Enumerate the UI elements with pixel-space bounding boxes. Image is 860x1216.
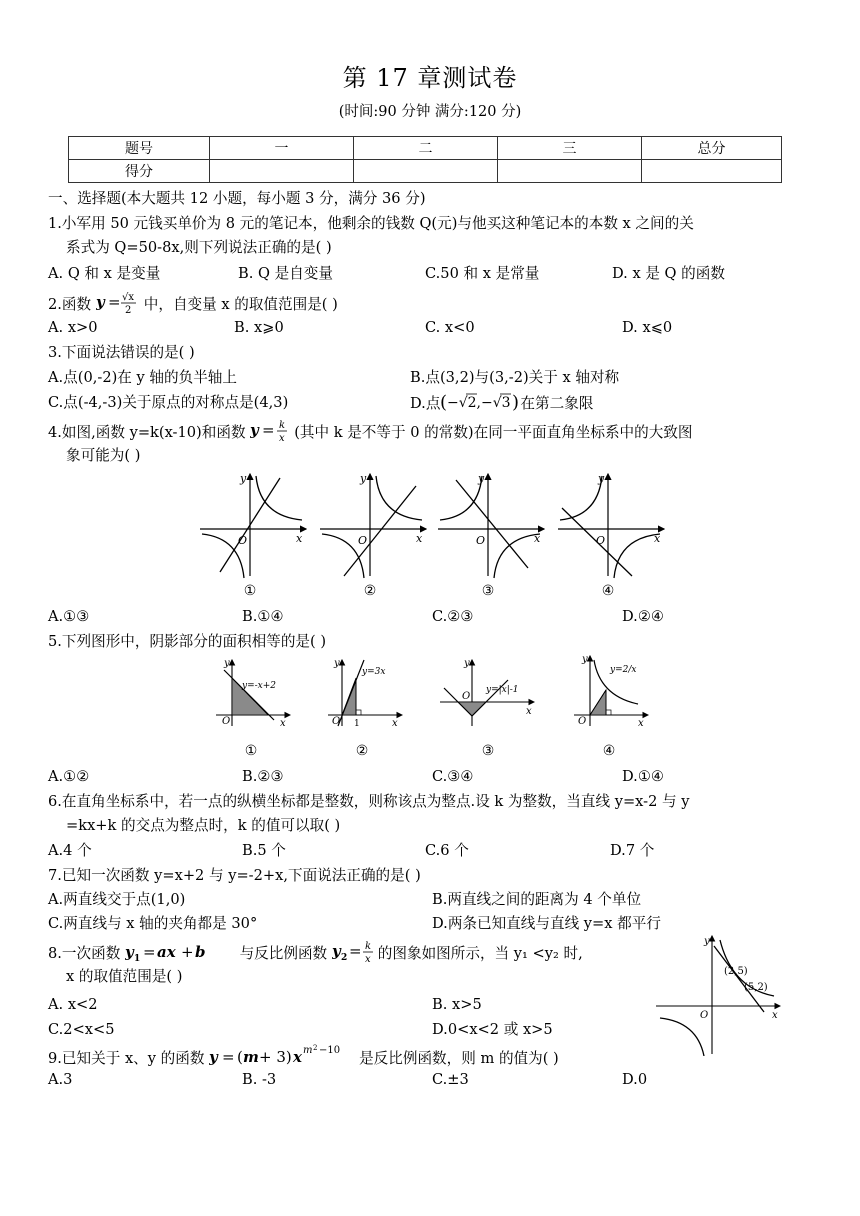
option-c: C.两直线与 x 轴的夹角都是 30° [48, 915, 258, 932]
table-cell[interactable] [498, 160, 642, 183]
option-b: B. x>5 [432, 996, 482, 1013]
q4-figure-1 [198, 468, 310, 580]
svg-text:=: = [107, 293, 121, 311]
option-b: B. Q 是自变量 [238, 265, 333, 282]
svg-text:−10: −10 [319, 1045, 341, 1056]
svg-text:x: x [364, 954, 371, 965]
svg-text:): ) [512, 392, 520, 413]
question-text: 的图象如图所示，当 y₁ <y₂ 时, [377, 945, 583, 962]
score-table [68, 136, 782, 183]
svg-text:=: = [222, 1048, 235, 1066]
option-a: A.两直线交于点(1,0) [48, 891, 186, 908]
tick-label: 1 [354, 719, 360, 728]
q5-figure-2 [326, 656, 406, 728]
svg-text:2: 2 [313, 1044, 318, 1052]
option-b: B. x⩾0 [234, 319, 284, 336]
figure-label: ② [355, 743, 369, 759]
option-c: C.50 和 x 是常量 [425, 265, 540, 282]
q8-graph [652, 932, 784, 1056]
option-c: C.2<x<5 [48, 1021, 115, 1038]
q4-figure-2 [318, 468, 430, 580]
svg-text:x: x [293, 1048, 303, 1066]
option-c: C.6 个 [425, 842, 469, 859]
x-axis-label: x [654, 532, 661, 545]
equation-label: y=|x|-1 [486, 685, 519, 695]
option-d: D.②④ [622, 608, 664, 625]
svg-text:k: k [279, 420, 286, 431]
svg-text:+: + [180, 943, 194, 961]
svg-text:y: y [124, 943, 134, 961]
question-text: 是反比例函数，则 m 的值为( ) [359, 1050, 559, 1067]
option-c: C. x<0 [425, 319, 475, 336]
svg-text:2: 2 [340, 953, 348, 963]
option-b: B.②③ [242, 768, 284, 785]
option-d [410, 391, 593, 414]
table-cell: 二 [354, 137, 498, 160]
option-c: C.③④ [432, 768, 474, 785]
formula-y2-k-over-x [332, 939, 378, 965]
x-axis-label: x [416, 532, 423, 545]
table-cell: 一 [210, 137, 354, 160]
point-label: (5,2) [744, 982, 768, 993]
x-axis-label: x [280, 718, 286, 728]
option-b: B. -3 [242, 1071, 277, 1088]
formula-y1-linear [125, 941, 235, 963]
question-text: 4.如图,函数 y=k(x-10)和函数 [48, 424, 251, 441]
figure-label: ④ [601, 583, 615, 599]
x-axis-label: x [534, 532, 541, 545]
svg-text:+ 3): + 3) [259, 1048, 292, 1066]
table-cell: 题号 [69, 137, 210, 160]
y-axis-label: y [240, 472, 247, 485]
question-5: 5.下列图形中，阴影部分的面积相等的是( ) [48, 633, 327, 650]
table-cell[interactable] [354, 160, 498, 183]
option-d: D.0 [622, 1071, 648, 1088]
svg-text:√x: √x [121, 292, 134, 303]
equation-label: y=-x+2 [242, 681, 277, 691]
svg-text:b: b [194, 943, 206, 961]
svg-text:k: k [364, 941, 371, 952]
svg-text:1: 1 [133, 954, 141, 963]
x-axis-label: x [526, 706, 532, 717]
q5-figure-1 [214, 656, 294, 728]
table-cell[interactable] [210, 160, 354, 183]
question-text: (其中 k 是不等于 0 的常数)在同一平面直角坐标系中的大致图 [294, 424, 693, 441]
point-label: (2,5) [724, 966, 748, 977]
option-d: D.①④ [622, 768, 664, 785]
option-d: D.两条已知直线与直线 y=x 都平行 [432, 915, 661, 932]
table-cell[interactable] [642, 160, 782, 183]
option-d: D. x⩽0 [622, 319, 673, 336]
origin-label: O [358, 534, 368, 547]
x-axis-label: x [296, 532, 303, 545]
question-8-cont: x 的取值范围是( ) [66, 968, 183, 985]
svg-text:y: y [209, 1048, 218, 1066]
origin-label: O [332, 716, 341, 727]
y-axis-label: y [478, 472, 485, 485]
question-8 [48, 939, 583, 965]
option-a: A.点(0,-2)在 y 轴的负半轴上 [48, 369, 237, 386]
q4-figure-3 [436, 468, 548, 580]
question-9 [48, 1044, 559, 1069]
option-a: A.①② [48, 768, 90, 785]
option-c: C.±3 [432, 1071, 469, 1088]
svg-text:=: = [348, 942, 362, 960]
figure-label: ③ [481, 743, 495, 759]
question-3: 3.下面说法错误的是( ) [48, 344, 195, 361]
figure-label: ④ [602, 743, 616, 759]
question-text: 8.一次函数 [48, 945, 125, 962]
svg-text:=: = [262, 421, 275, 439]
svg-text:y: y [95, 293, 105, 311]
origin-label: O [476, 534, 486, 547]
option-a: A.3 [48, 1071, 73, 1088]
option-a: A.①③ [48, 608, 90, 625]
svg-text:−√2,−√3: −√2,−√3 [447, 395, 511, 411]
svg-text:y: y [331, 942, 341, 960]
formula-k-over-x [250, 418, 294, 444]
question-1-cont: 系式为 Q=50-8x,则下列说法正确的是( ) [66, 239, 332, 256]
origin-label: O [700, 1010, 709, 1021]
option-b: B.5 个 [242, 842, 286, 859]
q5-figure-3 [438, 656, 538, 728]
question-6: 6.在直角坐标系中，若一点的纵横坐标都是整数，则称该点为整点.设 k 为整数，当直线 y=x-2 与 y [48, 793, 690, 810]
question-text: 9.已知关于 x、y 的函数 [48, 1050, 210, 1067]
question-6-cont: =kx+k 的交点为整点时，k 的值可以取( ) [66, 817, 341, 834]
origin-label: O [222, 716, 231, 727]
y-axis-label: y [704, 936, 710, 947]
question-1: 1.小军用 50 元钱买单价为 8 元的笔记本，他剩余的钱数 Q(元)与他买这种笔记本的本数 x 之间的关 [48, 215, 694, 232]
svg-text:(: ( [237, 1048, 243, 1066]
question-text: 2.函数 [48, 296, 96, 313]
y-axis-label: y [334, 658, 340, 669]
option-text: 在第二象限 [520, 395, 594, 412]
figure-label: ③ [481, 583, 495, 599]
origin-label: O [596, 534, 606, 547]
q5-figure-4 [572, 652, 652, 728]
x-axis-label: x [772, 1010, 778, 1021]
option-c: C.②③ [432, 608, 474, 625]
origin-label: O [578, 716, 587, 727]
option-d: D.7 个 [610, 842, 655, 859]
y-axis-label: y [464, 658, 470, 669]
x-axis-label: x [392, 718, 398, 728]
formula-sqrtx-over-2 [96, 290, 144, 316]
question-2 [48, 290, 338, 316]
option-d: D.0<x<2 或 x>5 [432, 1021, 553, 1038]
option-b: B.①④ [242, 608, 284, 625]
figure-label: ② [363, 583, 377, 599]
svg-text:y: y [250, 421, 259, 439]
svg-text:ax: ax [156, 943, 176, 961]
figure-label: ① [244, 743, 258, 759]
svg-text:2: 2 [124, 305, 132, 316]
svg-text:=: = [142, 943, 156, 961]
option-a: A. x>0 [48, 319, 98, 336]
table-cell: 得分 [69, 160, 210, 183]
question-4 [48, 418, 693, 444]
svg-text:(: ( [440, 392, 448, 413]
page-title: 第 17 章测试卷 [342, 64, 518, 92]
option-a: A. Q 和 x 是变量 [48, 265, 161, 282]
table-row [69, 160, 782, 183]
question-4-cont: 象可能为( ) [66, 447, 141, 464]
formula-point-neg-sqrt2-neg-sqrt3 [440, 391, 520, 413]
figure-label: ① [243, 583, 257, 599]
option-a: A. x<2 [48, 996, 98, 1013]
table-cell: 总分 [642, 137, 782, 160]
section-heading: 一、选择题(本大题共 12 小题，每小题 3 分，满分 36 分) [48, 190, 426, 207]
svg-text:m: m [243, 1048, 259, 1066]
option-b: B.两直线之间的距离为 4 个单位 [432, 891, 642, 908]
svg-text:x: x [279, 433, 285, 444]
svg-text:m: m [303, 1045, 313, 1056]
y-axis-label: y [224, 658, 230, 669]
equation-label: y=3x [362, 667, 386, 677]
x-axis-label: x [638, 718, 644, 728]
question-text: 中，自变量 x 的取值范围是( ) [143, 296, 338, 313]
question-7: 7.已知一次函数 y=x+2 与 y=-2+x,下面说法正确的是( ) [48, 867, 421, 884]
question-text: 与反比例函数 [234, 945, 332, 962]
option-b: B.点(3,2)与(3,-2)关于 x 轴对称 [410, 369, 620, 386]
origin-label: O [238, 534, 248, 547]
origin-label: O [462, 691, 471, 702]
y-axis-label: y [598, 472, 605, 485]
q4-figure-4 [556, 468, 668, 580]
formula-power-function [209, 1044, 359, 1068]
page-subtitle: (时间:90 分钟 满分:120 分) [338, 104, 522, 120]
y-axis-label: y [582, 654, 588, 665]
table-row [69, 137, 782, 160]
option-d: D. x 是 Q 的函数 [612, 265, 725, 282]
table-cell: 三 [498, 137, 642, 160]
equation-label: y=2/x [610, 665, 637, 675]
option-text: D.点 [410, 395, 441, 412]
option-a: A.4 个 [48, 842, 92, 859]
y-axis-label: y [360, 472, 367, 485]
option-c: C.点(-4,-3)关于原点的对称点是(4,3) [48, 394, 289, 411]
